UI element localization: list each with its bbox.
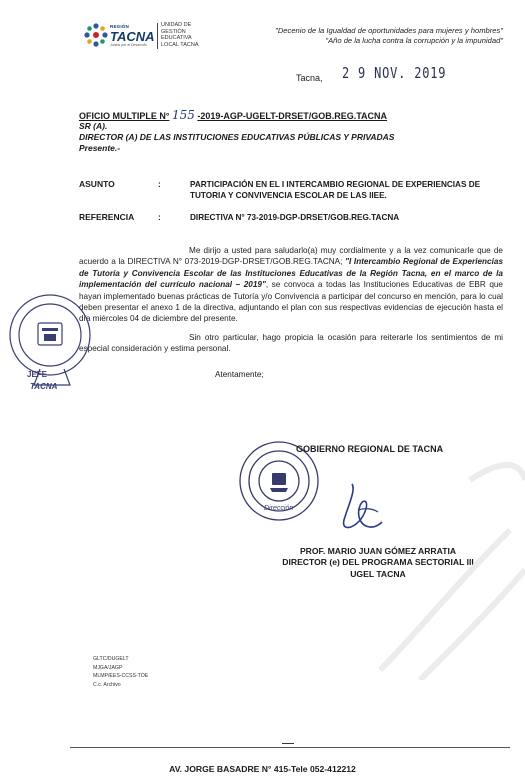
para1-text-b: , se convoca a todas las Instituciones Educativas de EBR que hayan implementado buenas prácticas de Tutoría y/o Convivencia a participar del concurso en mención, para lo cual deben presentar el anexo 1 de la directiva, adjuntando el plan con sus respectivas evidencias de ejecución hasta el día miércoles 04 de diciembre del presente.	[79, 280, 503, 324]
reference-line: GLTC/DUGELT	[93, 656, 129, 662]
footer-tick	[282, 743, 294, 744]
logo-slogan-text: Juntos por el Desarrollo	[110, 43, 147, 47]
oficio-prefix: OFICIO MULTIPLE N°	[79, 111, 170, 121]
recipient-line: DIRECTOR (A) DE LAS INSTITUCIONES EDUCATIVAS PÚBLICAS Y PRIVADAS	[79, 132, 395, 142]
footer-references	[93, 655, 148, 689]
logo-name-text: TACNA	[110, 29, 155, 44]
left-seal-icon	[4, 283, 92, 393]
para1-text-a: Me dirijo a usted para saludarlo(a) muy cordialmente y a la vez comunicarle que de acuerdo a la DIRECTIVA N° 073-2019-DGP-DRSET/GOB.REG.TACNA;	[79, 246, 503, 267]
asunto-value: PARTICIPACIÓN EN EL I INTERCAMBIO REGIONAL DE EXPERIENCIAS DE TUTORIA Y CONVIVENCIA ESCOLAR DE LAS IIEE.	[190, 180, 481, 200]
body-paragraph-1	[79, 245, 503, 325]
unit-line: LOCAL TACNA	[161, 41, 199, 48]
date-stamp: 2 9 NOV. 2019	[342, 64, 447, 82]
logo-divider	[157, 23, 158, 49]
referencia-value: DIRECTIVA N° 73-2019-DGP-DRSET/GOB.REG.TACNA	[190, 213, 400, 222]
oficio-handwritten-number: 155	[171, 108, 195, 122]
oficio-number	[79, 108, 387, 122]
referencia-label: REFERENCIA	[79, 212, 135, 222]
motto	[233, 26, 503, 46]
reference-line: MLMP/EES-CCSS-TOE	[93, 673, 149, 679]
unit-line: GESTIÓN	[161, 28, 186, 35]
footer-address: AV. JORGE BASADRE N° 415-Tele 052-412212	[169, 764, 356, 774]
watermark-decoration	[360, 440, 525, 680]
round-seal-center: Dirección	[264, 505, 294, 512]
para2-text: Sin otro particular, hago propicia la ocasión para reiterarle los sentimientos de mi especial consideración y estima personal.	[79, 333, 503, 354]
signatory-unit: UGEL TACNA	[350, 568, 406, 579]
unit-line: UNIDAD DE	[161, 22, 192, 28]
reference-line: MJGA/JAGP	[93, 664, 123, 671]
unit-name	[161, 22, 199, 48]
motto-line: "Decenio de la Igualdad de oportunidades para mujeres y hombres"	[275, 26, 503, 35]
motto-line: "Año de la lucha contra la corrupción y la impunidad"	[325, 36, 503, 45]
reference-line: C.c. Archivo	[93, 681, 121, 688]
referencia-colon: :	[158, 212, 161, 222]
unit-line: EDUCATIVA	[161, 35, 192, 41]
oficio-suffix: -2019-AGP-UGELT-DRSET/GOB.REG.TACNA	[197, 111, 388, 121]
recipient	[79, 121, 394, 154]
footer-divider	[70, 747, 510, 748]
closing: Atentamente;	[215, 370, 264, 379]
asunto-colon: :	[158, 179, 161, 189]
para1-bold-title: "I Intercambio Regional de Experiencias de Tutoría y Convivencia Escolar de las Instituciones Educativas de la Región Tacna, en el marco de la implementación del currículo nacional – 2019"	[79, 257, 503, 290]
signature-org: GOBIERNO REGIONAL DE TACNA	[296, 444, 444, 454]
signatory-name: PROF. MARIO JUAN GÓMEZ ARRATIA	[299, 546, 457, 556]
left-seal-bottom: JEFE	[27, 370, 48, 379]
recipient-line: Presente.-	[79, 143, 121, 153]
recipient-line: SR (A).	[79, 121, 108, 131]
tacna-logo-icon	[83, 22, 109, 48]
body-paragraph-2	[79, 332, 503, 355]
asunto-label: ASUNTO	[79, 179, 115, 189]
logo-region-text: REGIÓN	[110, 24, 129, 29]
left-seal-city: TACNA	[30, 382, 58, 391]
date-city: Tacna,	[296, 73, 323, 83]
signatory-title: DIRECTOR (e) DEL PROGRAMA SECTORIAL III	[282, 557, 474, 568]
